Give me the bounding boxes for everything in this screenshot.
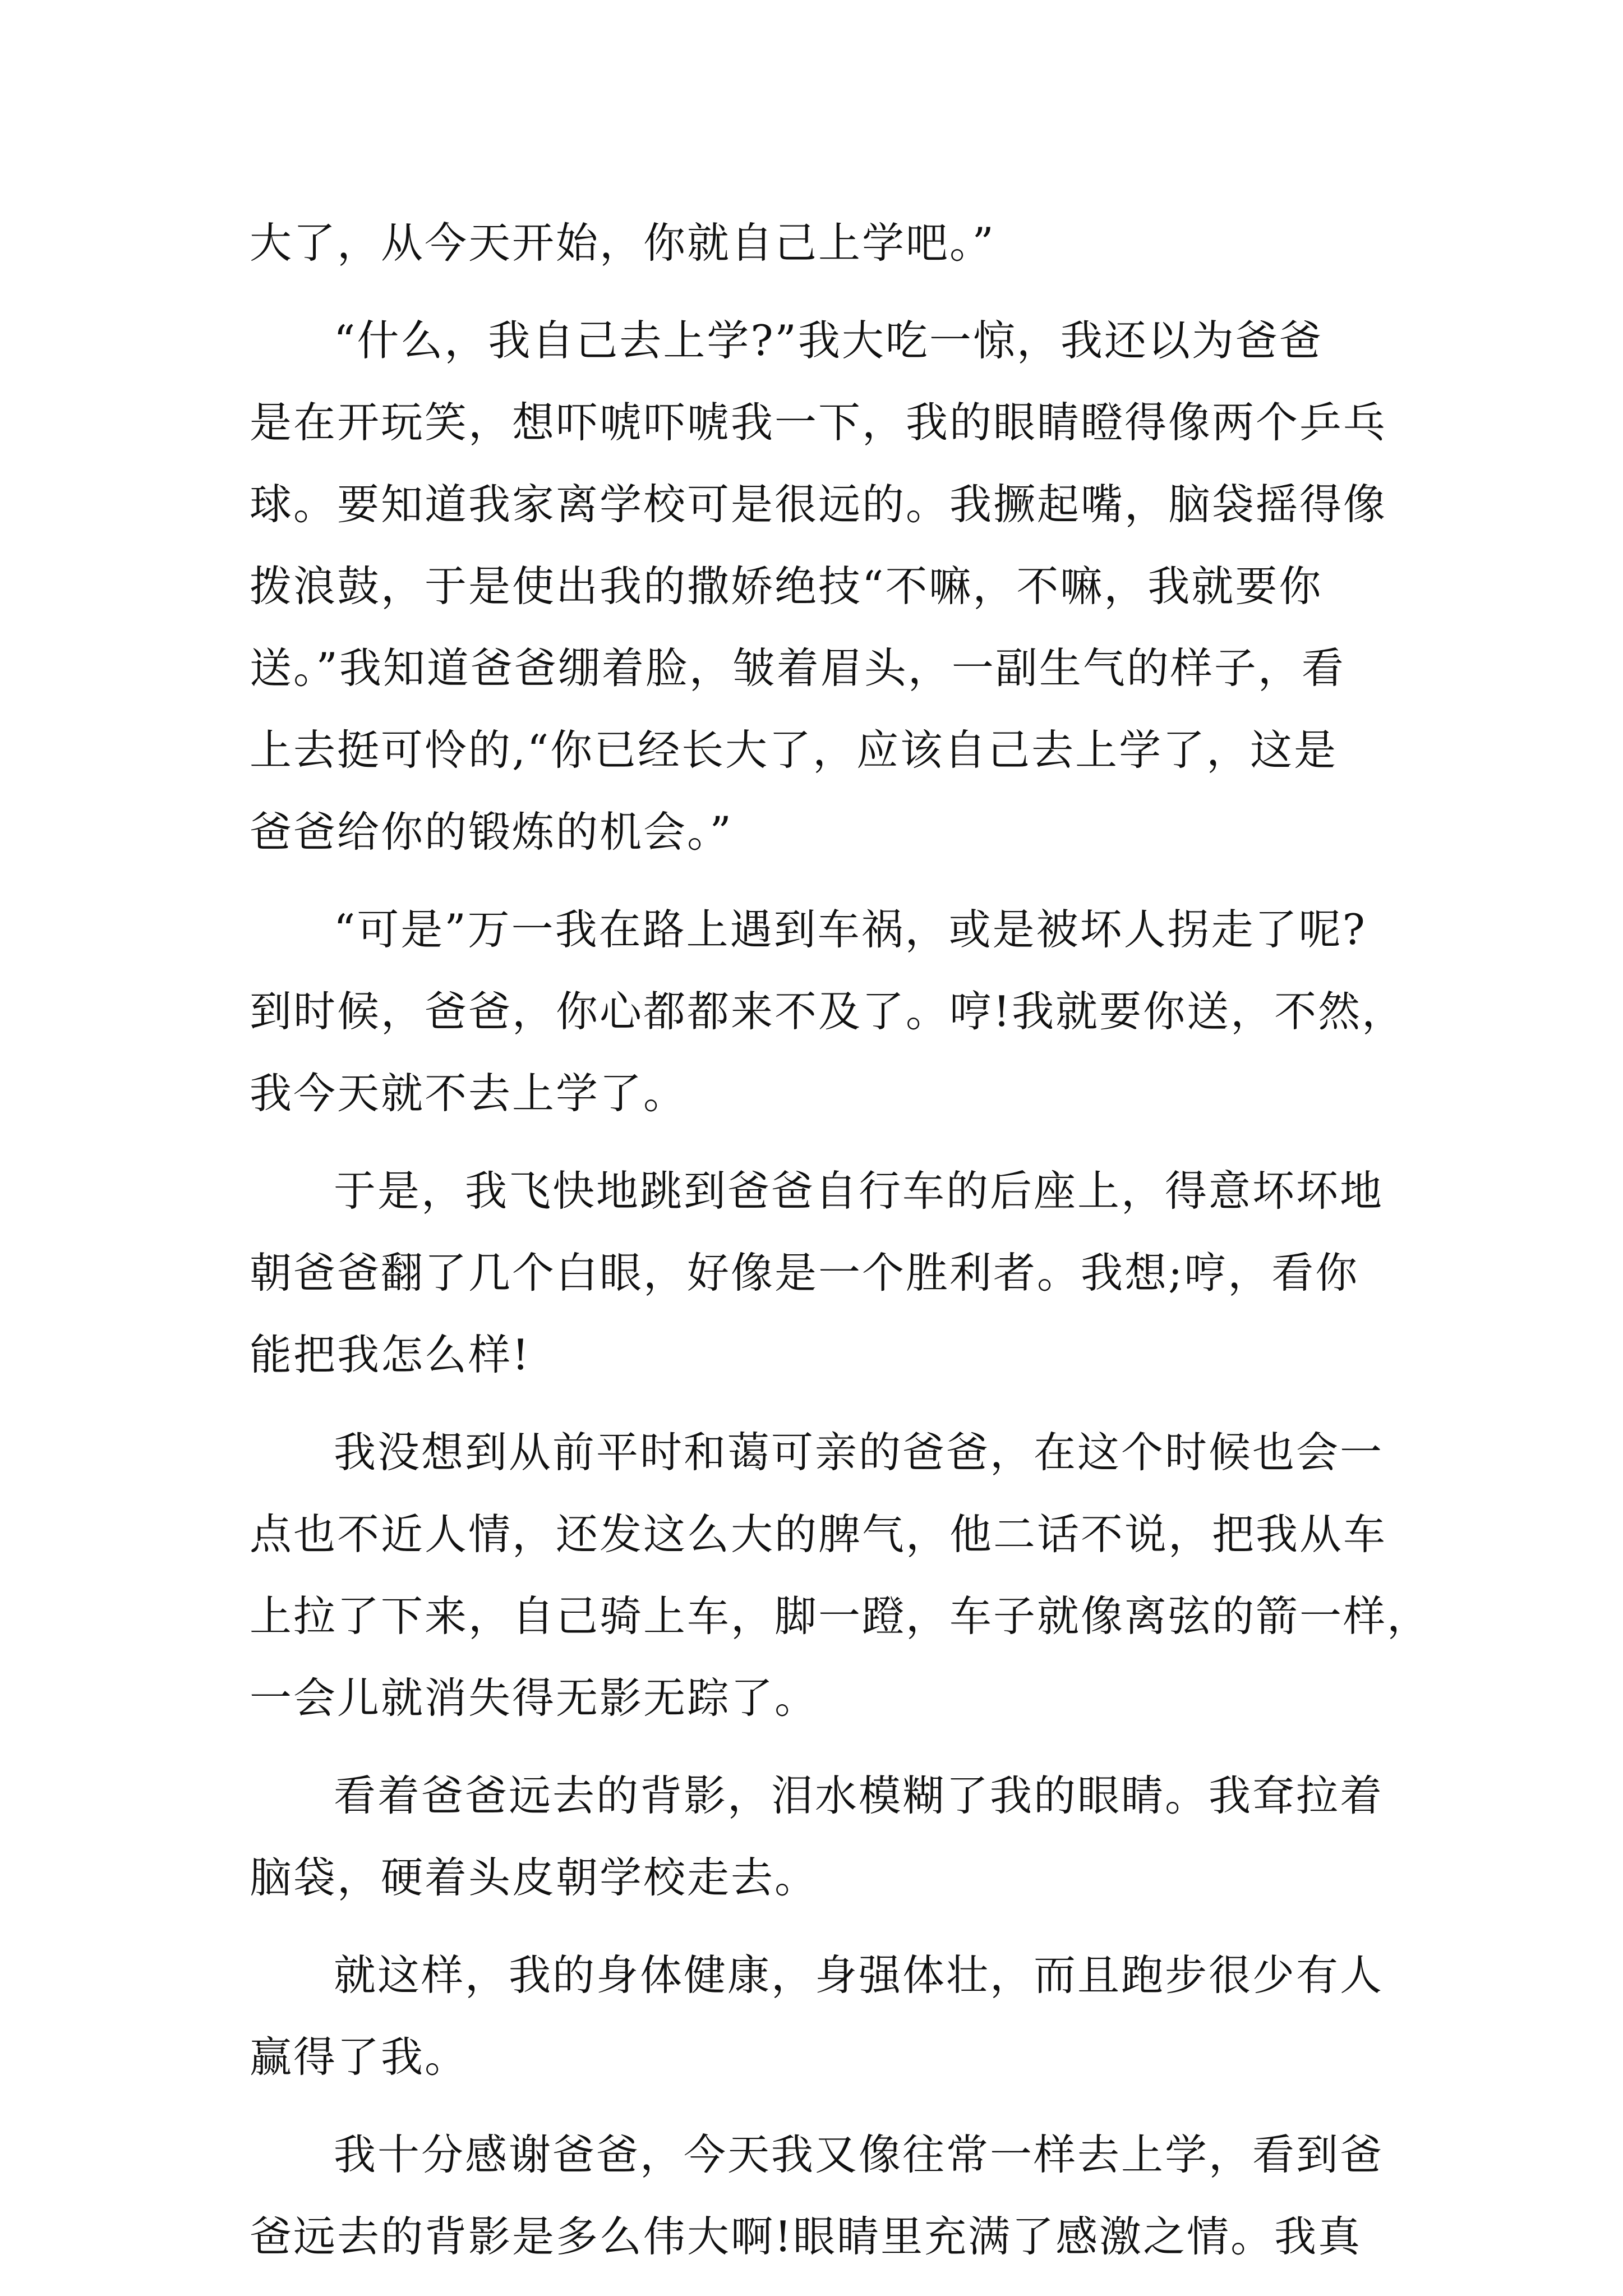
text-line: 朝爸爸翻了几个白眼，好像是一个胜利者。我想;哼，看你 [250, 1248, 1359, 1297]
text-line: 大了，从今天开始，你就自己上学吧。” [250, 218, 995, 268]
text-line: 我十分感谢爸爸，今天我又像往常一样去上学，看到爸 [334, 2130, 1384, 2179]
paragraph-gap [250, 873, 1391, 889]
text-line: 脑袋，硬着头皮朝学校走去。 [250, 1853, 819, 1902]
text-line: “什么，我自己去上学?”我大吃一惊，我还以为爸爸 [334, 316, 1323, 365]
text-line: 点也不近人情，还发这么大的脾气，他二话不说，把我从车 [250, 1510, 1387, 1559]
paragraph-gap [250, 1918, 1391, 1934]
text-line: 送。”我知道爸爸绷着脸，皱着眉头，一副生气的样子，看 [250, 643, 1345, 693]
text-line: 到时候，爸爸，你心都都来不及了。哼!我就要你送，不然， [250, 987, 1406, 1036]
text-line: 我没想到从前平时和蔼可亲的爸爸，在这个时候也会一 [334, 1428, 1384, 1477]
text-line: 拨浪鼓，于是使出我的撒娇绝技“不嘛，不嘛，我就要你 [250, 562, 1323, 611]
paragraph-gap [250, 284, 1391, 300]
text-line: 球。要知道我家离学校可是很远的。我撅起嘴，脑袋摇得像 [250, 480, 1387, 529]
text-line: 赢得了我。 [250, 2032, 469, 2082]
document-body [250, 202, 1431, 2277]
text-line: 看着爸爸远去的背影，泪水模糊了我的眼睛。我耷拉着 [334, 1771, 1384, 1820]
text-line: 能把我怎么样! [250, 1330, 531, 1379]
text-line: 一会儿就消失得无影无踪了。 [250, 1673, 819, 1723]
text-line: 我今天就不去上学了。 [250, 1069, 688, 1118]
text-line: “可是”万一我在路上遇到车祸，或是被坏人拐走了呢? [334, 905, 1367, 954]
paragraph-gap [250, 1396, 1391, 1411]
text-line: 爸爸给你的锻炼的机会。” [250, 807, 733, 857]
text-line: 上去挺可怜的,“你已经长大了，应该自己去上学了，这是 [250, 725, 1338, 775]
text-line: 就这样，我的身体健康，身强体壮，而且跑步很少有人 [334, 1950, 1384, 2000]
text-line: 上拉了下来，自己骑上车，脚一蹬，车子就像离弦的箭一样， [250, 1591, 1431, 1641]
paragraph-gap [250, 2098, 1391, 2114]
paragraph-gap [250, 1134, 1391, 1150]
text-line: 于是，我飞快地跳到爸爸自行车的后座上，得意坏坏地 [334, 1166, 1384, 1216]
text-line: 爸远去的背影是多么伟大啊!眼睛里充满了感激之情。我真 [250, 2212, 1362, 2261]
paragraph-gap [250, 1739, 1391, 1755]
text-line: 是在开玩笑，想吓唬吓唬我一下，我的眼睛瞪得像两个乒乓 [250, 398, 1387, 447]
